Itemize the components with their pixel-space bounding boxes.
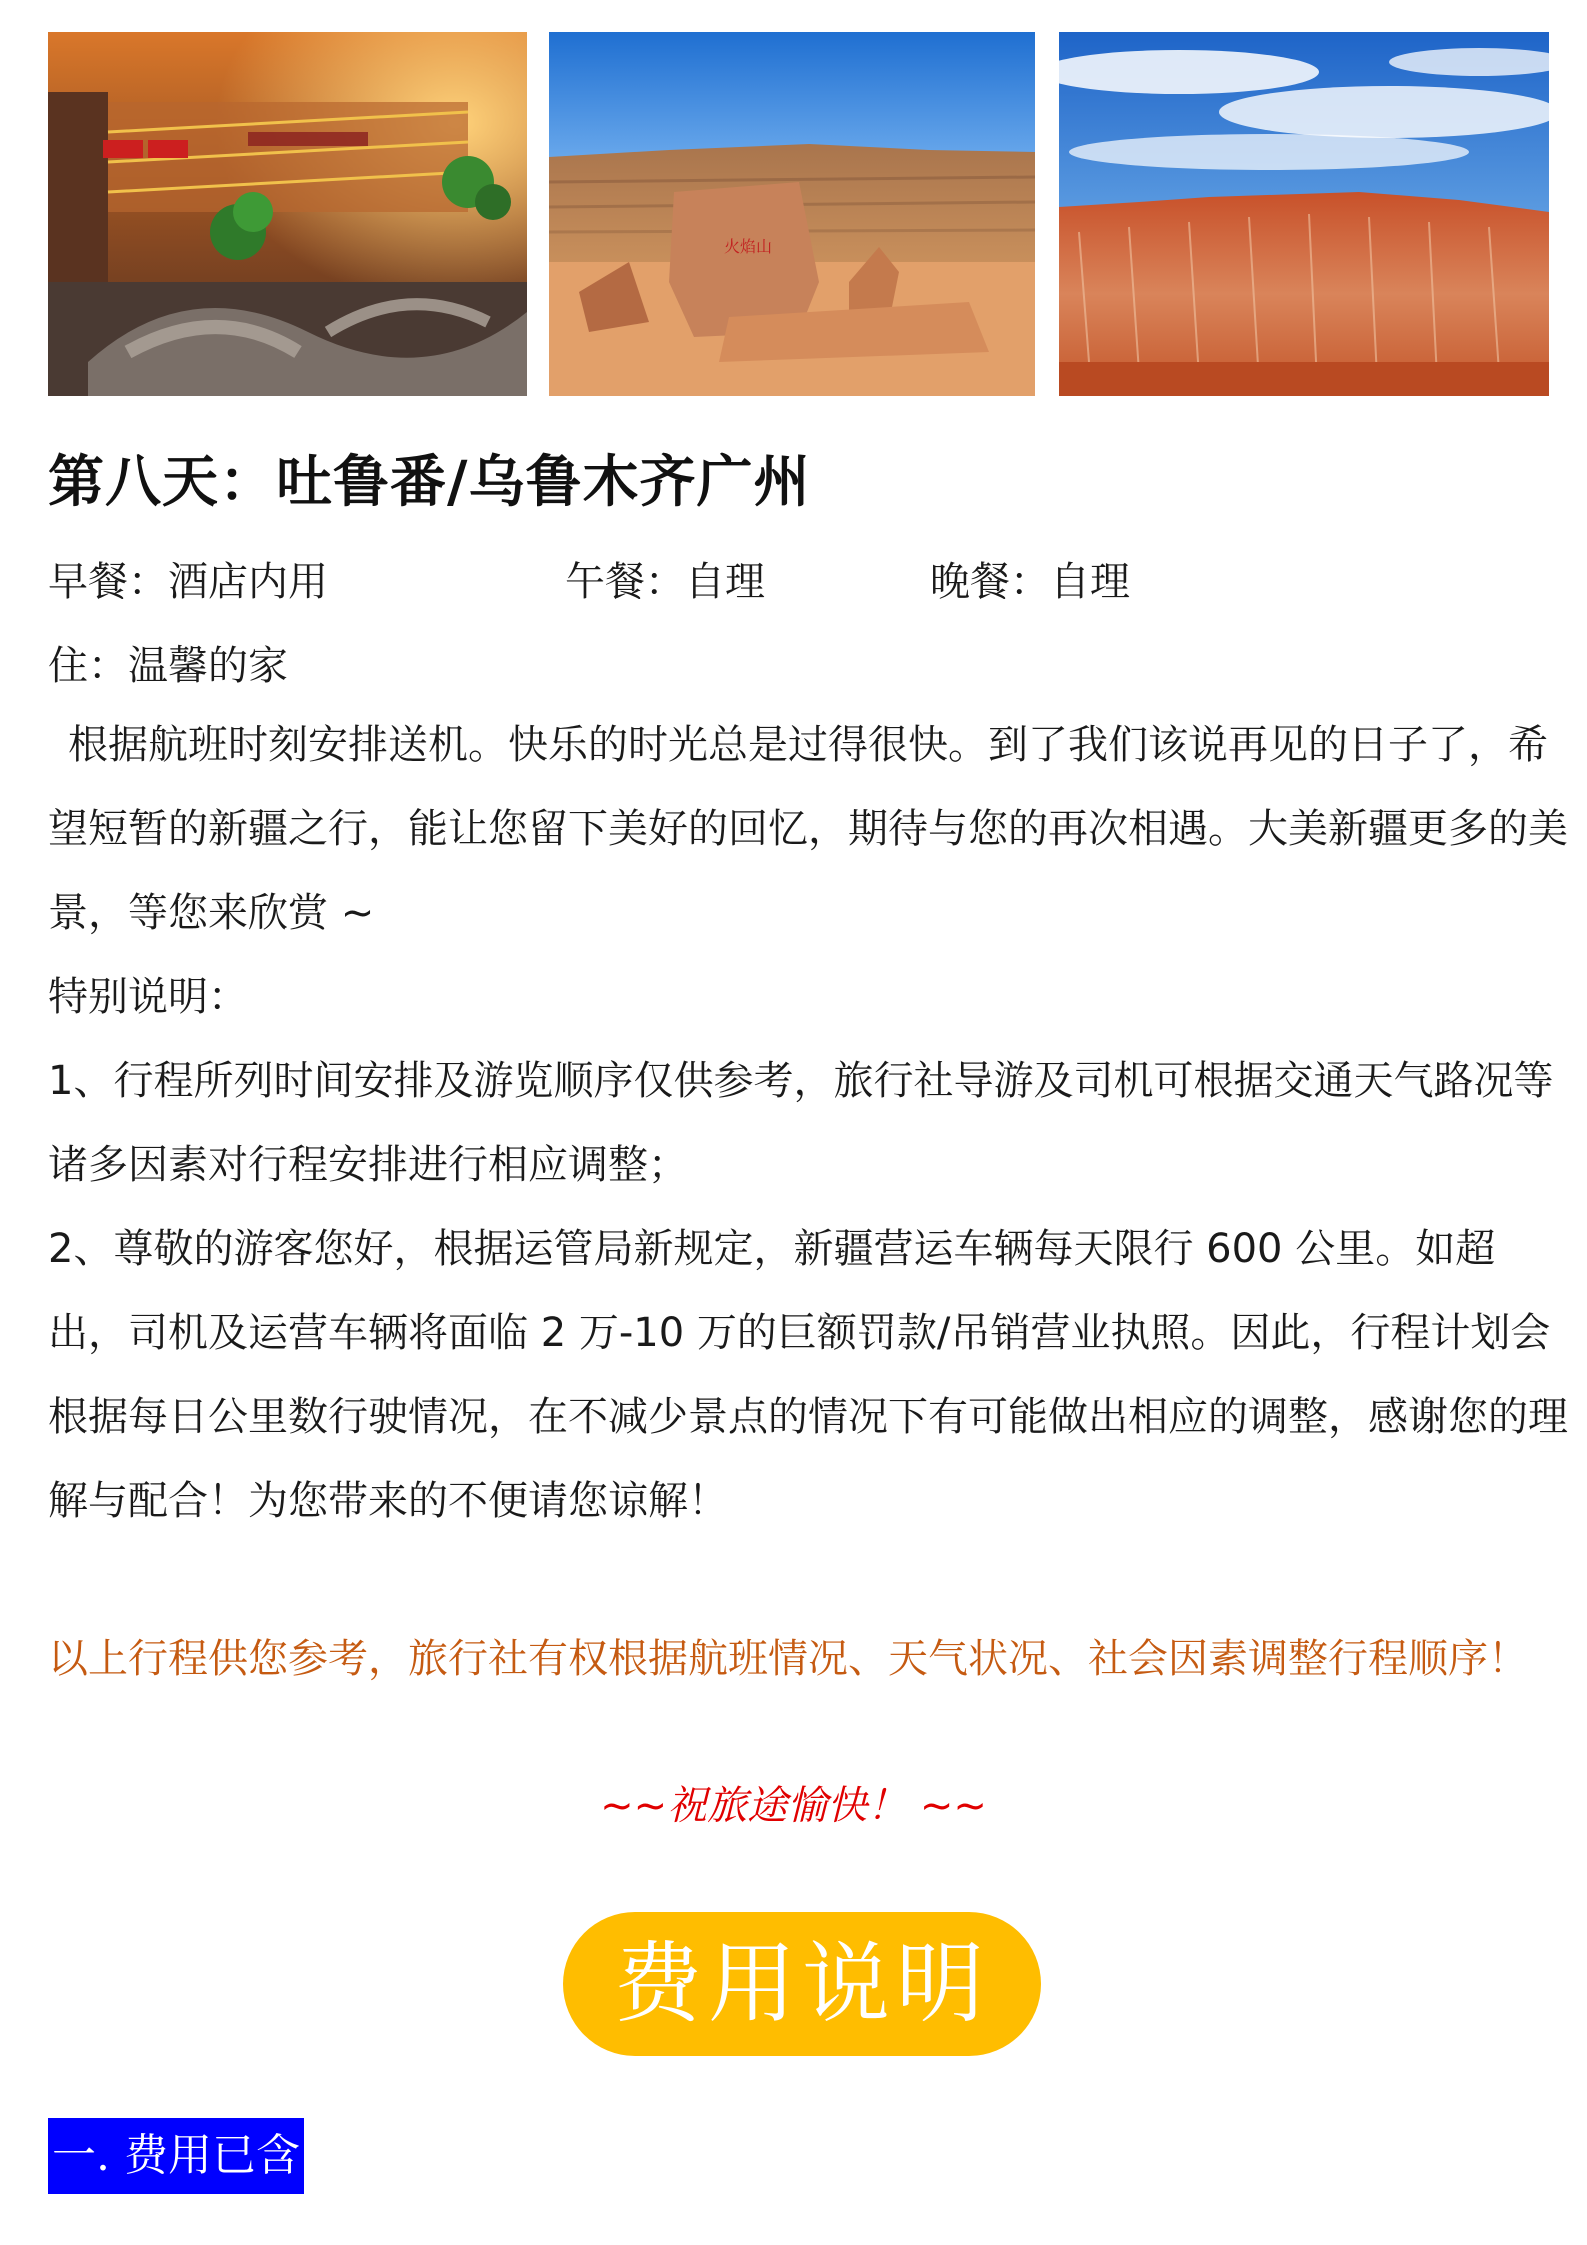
fee-included-label: 一. 费用已含 — [48, 2118, 304, 2194]
meal-breakfast: 早餐：酒店内用 — [48, 559, 328, 605]
flaming-mountains-image — [549, 32, 1035, 396]
photo-flaming-mountains — [549, 32, 1035, 396]
meal-dinner: 晚餐：自理 — [930, 559, 1130, 605]
meal-lunch: 午餐：自理 — [565, 559, 765, 605]
day-description: 根据航班时刻安排送机。快乐的时光总是过得很快。到了我们该说再见的日子了，希望短暂的新疆之行，能让您留下美好的回忆，期待与您的再次相遇。大美新疆更多的美景，等您来欣赏 ~ — [48, 722, 1568, 936]
red-hills-image — [1059, 32, 1549, 396]
travel-wish: ~~祝旅途愉快！ ~~ — [600, 1783, 987, 1829]
note-item-1: 1、行程所列时间安排及游览顺序仅供参考，旅行社导游及司机可根据交通天气路况等诸多因素对行程安排进行相应调整； — [48, 1058, 1554, 1188]
accommodation: 住：温馨的家 — [48, 643, 288, 689]
fee-section-heading: 费用说明 — [563, 1912, 1041, 2056]
notes-title: 特别说明： — [48, 974, 248, 1020]
karez-hall-image — [48, 32, 527, 396]
day-title: 第八天：吐鲁番/乌鲁木齐广州 — [48, 450, 811, 515]
svg-text:火焰山: 火焰山 — [724, 237, 773, 256]
itinerary-disclaimer: 以上行程供您参考，旅行社有权根据航班情况、天气状况、社会因素调整行程顺序！ — [48, 1636, 1528, 1682]
photo-karez-hall — [48, 32, 527, 396]
photo-red-hills — [1059, 32, 1549, 396]
note-item-2: 2、尊敬的游客您好，根据运管局新规定，新疆营运车辆每天限行 600 公里。如超出，司机及运营车辆将面临 2 万-10 万的巨额罚款/吊销营业执照。因此，行程计划会根据每日公里数行驶情况，在不减少景点的情况下有可能做出相应的调整，感谢您的理解与配合！为您带来的不便请您谅解！ — [48, 1226, 1568, 1524]
